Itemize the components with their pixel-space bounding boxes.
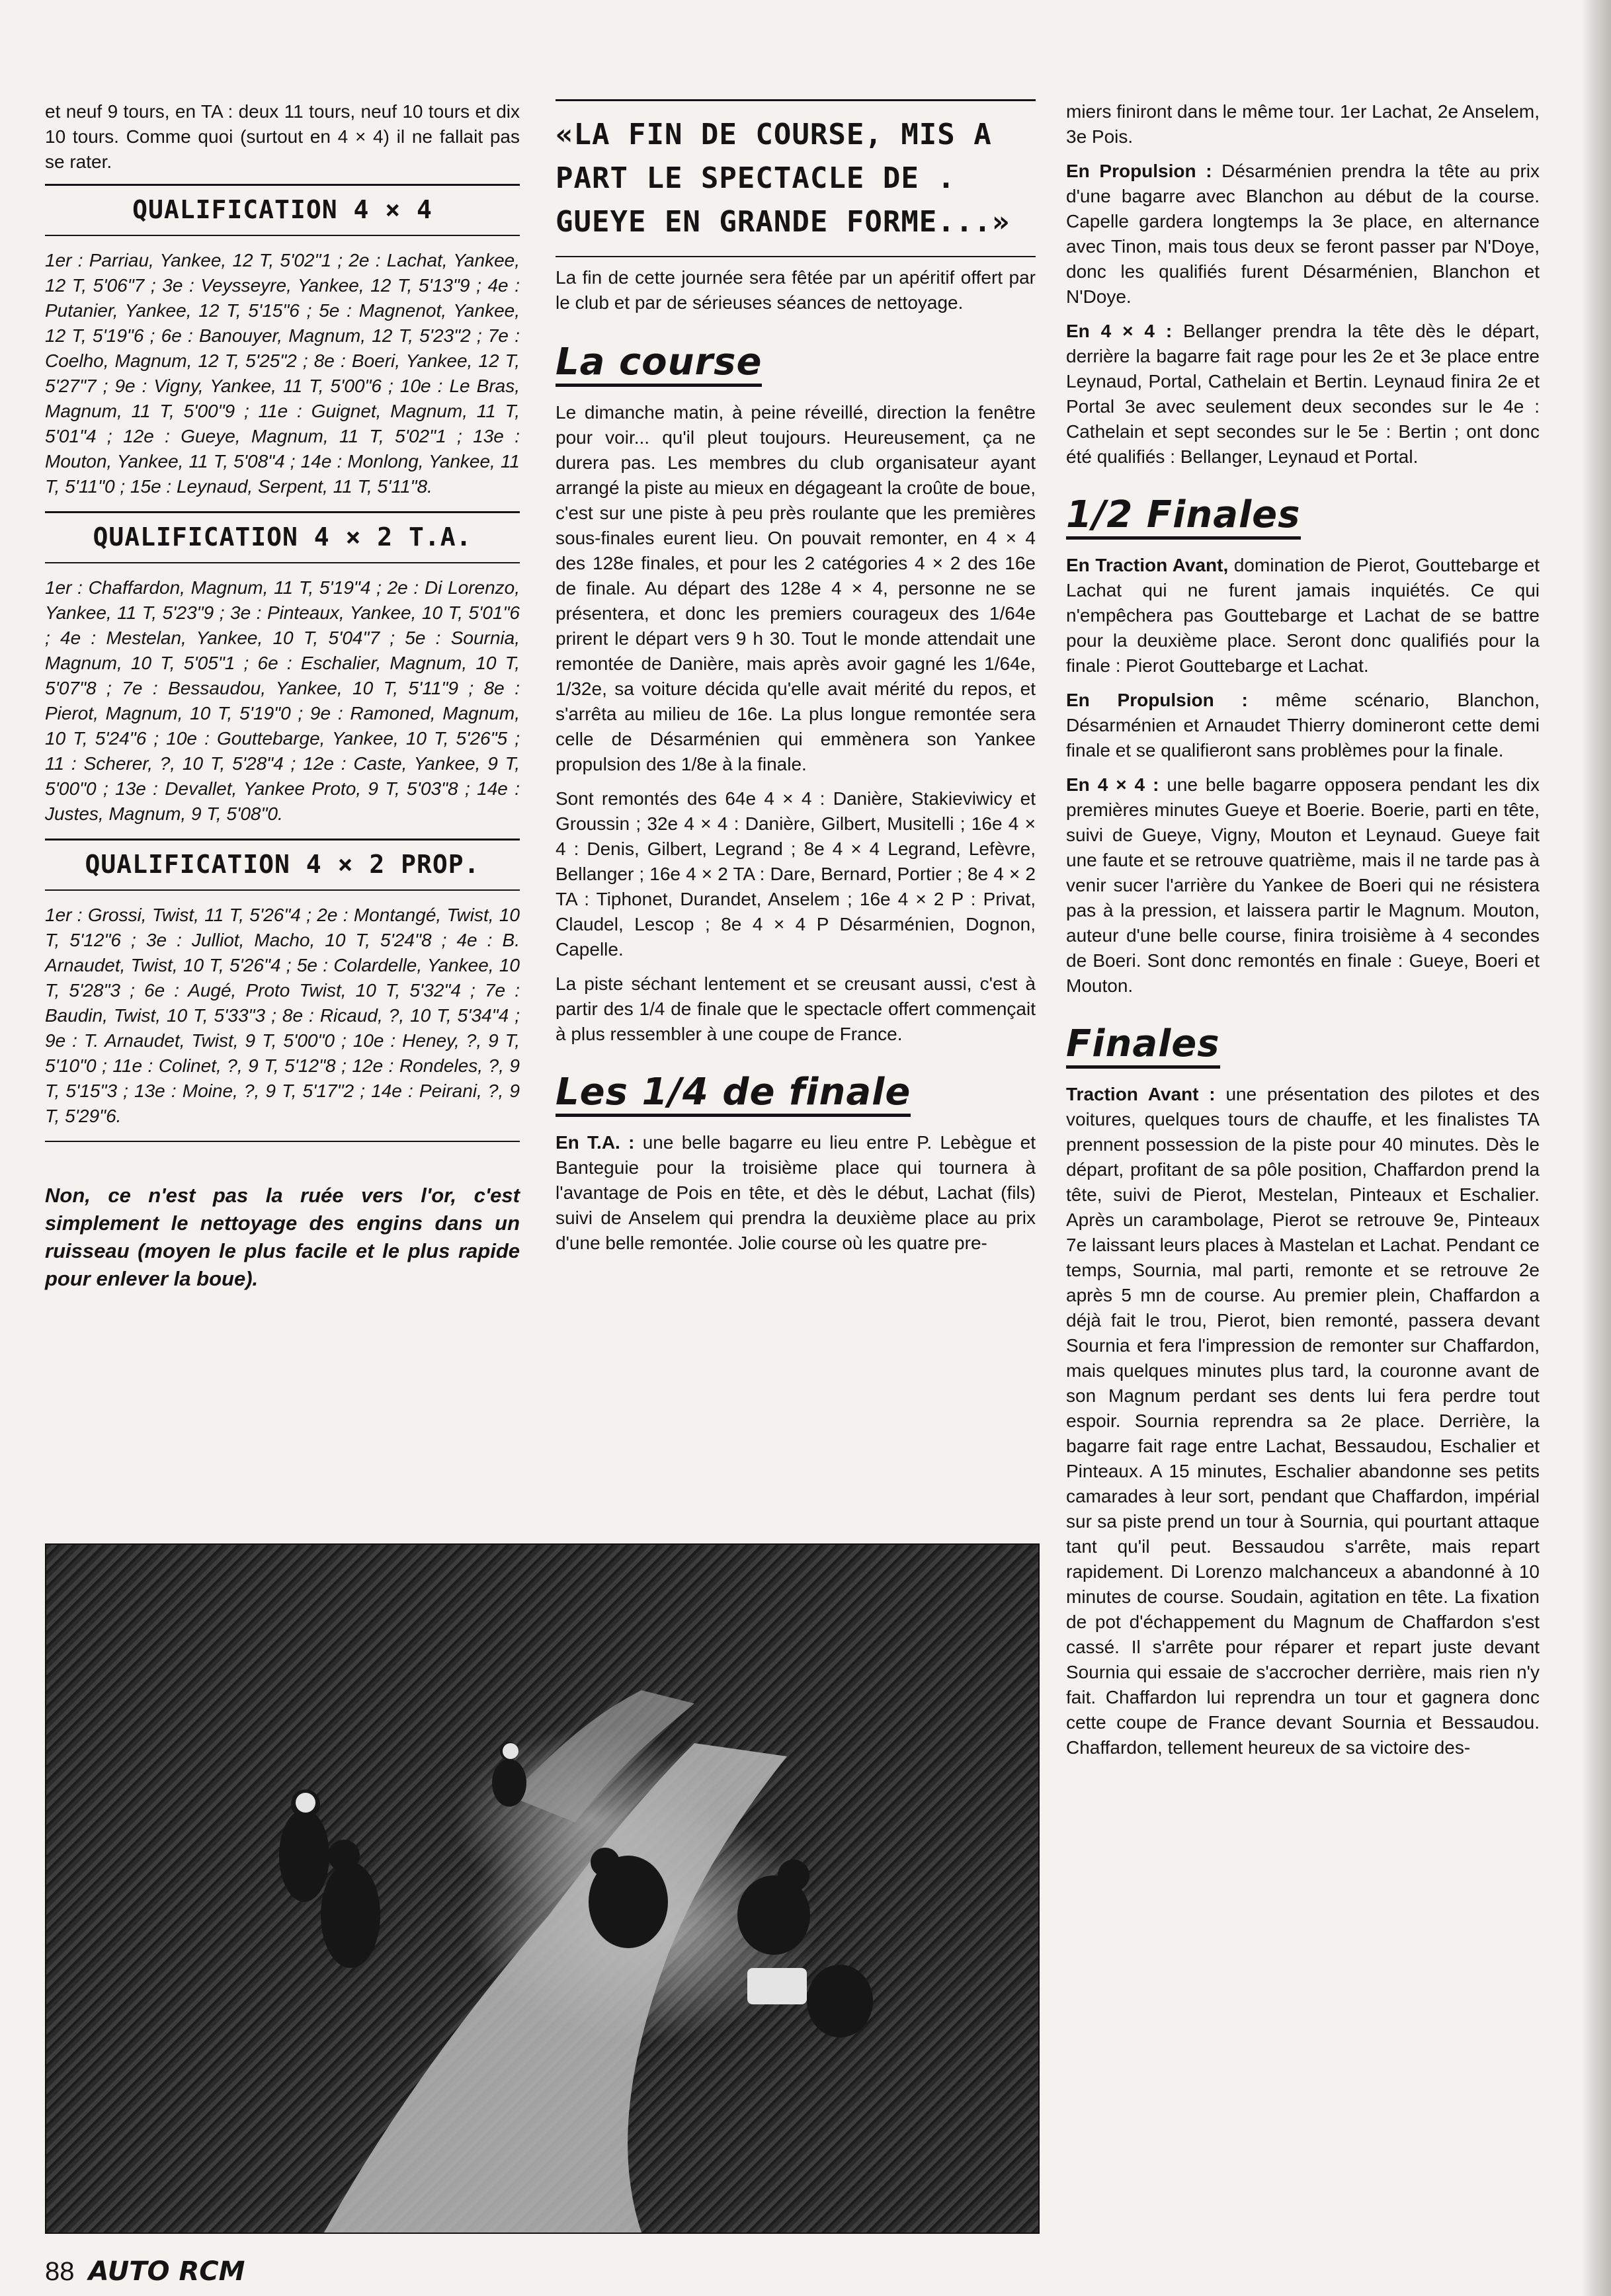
heading-la-course: La course [556, 341, 762, 387]
demi-prop-paragraph [1066, 688, 1540, 763]
pull-quote: «LA FIN DE COURSE, MIS A PART LE SPECTACLE DE . GUEYE EN GRANDE FORME...» [556, 118, 1011, 239]
page-edge-shadow [1582, 0, 1611, 2296]
quarts-ta-paragraph [556, 1130, 1036, 1256]
pull-quote-rule-bottom [556, 256, 1036, 257]
heading-finales: Finales [1066, 1022, 1220, 1069]
pull-quote-rule-top [556, 99, 1036, 101]
demi-4x4-label: En 4 × 4 : [1066, 774, 1159, 795]
page-footer [45, 2256, 245, 2287]
heading-demi-finales: 1/2 Finales [1066, 493, 1301, 540]
quarts-4x4-label: En 4 × 4 : [1066, 321, 1173, 341]
heading-quarts-de-finale: Les 1/4 de finale [556, 1071, 911, 1117]
photo-illustration [46, 1545, 1038, 2233]
finale-ta-paragraph [1066, 1082, 1540, 1760]
demi-4x4-text: une belle bagarre opposera pendant les dix premières minutes Gueye et Boerie. Boerie, parti en tête, suivi de Gueye, Vigny, Mouton et Leynaud. Gueye fait une faute et se retrouve quatrième, mais il ne tarde pas à venir sucer l'arrière du Yankee de Boeri qui ne résistera pas à la pression, et laissera partir le Magnum. Mouton, auteur d'une belle course, finira troisième à 4 secondes de Boeri. Sont donc remontés en finale : Gueye, Boeri et Mouton. [1066, 774, 1540, 996]
demi-prop-label: En Propulsion : [1066, 690, 1248, 710]
intro-paragraph: et neuf 9 tours, en TA : deux 11 tours, neuf 10 tours et dix 10 tours. Comme quoi (surtout en 4 × 4) il ne fallait pas se rater. [45, 101, 520, 172]
quarts-prop-text: Désarménien prendra la tête au prix d'une bagarre avec Blanchon au début de la course. Capelle gardera longtemps la 3e place, en alternance avec Tinon, mais tous deux se feront passer par N'Doye, donc les qualifiés furent Désarménien, Blanchon et N'Doye. [1066, 161, 1540, 307]
course-paragraph-2: Sont remontés des 64e 4 × 4 : Danière, Stakieviwicy et Groussin ; 32e 4 × 4 : Danière, Gilbert, Musitelli ; 16e 4 × 4 : Denis, Gilbert, Legrand ; 8e 4 × 4 Legrand, Lefèvre, Bellanger ; 16e 4 × 2 TA : Dare, Bernard, Portier ; 8e 4 × 2 TA : Tiphonet, Durandet, Anselem ; 16e 4 × 2 P : Privat, Claudel, Lescop ; 8e 4 × 4 P Désarménien, Dognon, Capelle. [556, 788, 1036, 960]
qualification-4x2-ta-results: 1er : Chaffardon, Magnum, 11 T, 5'19"4 ; 2e : Di Lorenzo, Yankee, 11 T, 5'23"9 ; 3e : Pinteaux, Yankee, 10 T, 5'01"6 ; 4e : Mestelan, Yankee, 10 T, 5'04"7 ; 5e : Sournia, Magnum, 10 T, 5'05"1 ; 6e : Eschalier, Magnum, 10 T, 5'07"8 ; 7e : Bessaudou, Yankee, 10 T, 5'11"9 ; 8e : Pierot, Magnum, 10 T, 5'19"0 ; 9e : Ramoned, Magnum, 10 T, 5'24"6 ; 10e : Gouttebarge, Yankee, 10 T, 5'26"5 ; 11 : Scherer, ?, 10 T, 5'28"4 ; 12e : Caste, Yankee, 9 T, 5'00"0 ; 13e : Devallet, Yankee Proto, 9 T, 5'03"8 ; 14e : Justes, Magnum, 9 T, 5'08"0. [45, 577, 520, 824]
finale-ta-text: une présentation des pilotes et des voitures, quelques tours de chauffe, et les finalistes TA prennent possession de la piste pour 40 minutes. Dès le départ, profitant de sa pôle position, Chaffardon prend la tête, suivi de Pierot, Mestelan, Pinteaux et Eschalier. Après un carambolage, Pierot se retrouve 9e, Pinteaux 7e laissant leurs places à Mastelan et Lachat. Pendant ce temps, Sournia, mal parti, remonte et se retrouve 2e après 5 mn de course. Au premier plein, Chaffardon a déjà fait le trou, Pierot, bien remonté, passera devant Sournia et fera l'impression de remonter sur Chaffardon, mais quelques minutes plus tard, la couronne avant de son Magnum perdant ses dents lui fera perdre tout espoir. Sournia reprendra sa 2e place. Derrière, la bagarre fait rage entre Lachat, Bessaudou, Eschalier et Pinteaux. A 15 minutes, Eschalier abandonne ses petits camarades à leur sort, pendant que Chaffardon, impérial sur sa piste prend un tour à Sournia, qui pourtant attaque tant qu'il peut. Bessaudou s'arrête, mais repart rapidement. Di Lorenzo malchanceux a abandonné à 10 minutes de course. Soudain, agitation en tête. La fixation de pot d'échappement du Magnum de Chaffardon s'est cassé. Il s'arrête pour réparer et repart juste devant Sournia qui essaie de s'accrocher derrière, mais rien n'y fait. Chaffardon lui reprendra un tour et gagnera donc cette coupe de France devant Sournia et Bessaudou. Chaffardon, tellement heureux de sa victoire des- [1066, 1084, 1540, 1758]
course-paragraph-3: La piste séchant lentement et se creusant aussi, c'est à partir des 1/4 de finale que le spectacle offert commençait à plus ressembler à une coupe de France. [556, 973, 1036, 1044]
quarts-continued-paragraph: miers finiront dans le même tour. 1er Lachat, 2e Anselem, 3e Pois. [1066, 101, 1540, 147]
quarts-ta-text: une belle bagarre eu lieu entre P. Lebègue et Banteguie pour la troisième place qui tournera à l'avantage de Pois en tête, et dès le début, Lachat (fils) suivi de Anselem qui prendra la deuxième place au prix d'une belle remontée. Jolie course où les quatre pre- [556, 1132, 1036, 1253]
quarts-4x4-text: Bellanger prendra la tête dès le départ, derrière la bagarre fait rage pour les 2e et 3e place entre Leynaud, Portal, Cathelain et Bertin. Leynaud finira 2e et Portal 3e avec seulement deux secondes sur le 4e : Cathelain et sept secondes sur le 5e : Bertin ; ont donc été qualifiés : Bellanger, Leynaud et Portal. [1066, 321, 1540, 467]
stream-cleaning-photo [45, 1543, 1040, 2234]
demi-prop-text: même scénario, Blanchon, Désarménien et Arnaudet Thierry domineront cette demi finale et se qualifieront sans problèmes pour la finale. [1066, 690, 1540, 760]
demi-ta-paragraph [1066, 553, 1540, 678]
intro-paragraph: La fin de cette journée sera fêtée par un apéritif offert par le club et par de sérieuses séances de nettoyage. [556, 267, 1036, 313]
page-number: 88 [45, 2257, 75, 2286]
finale-ta-label: Traction Avant : [1066, 1084, 1216, 1104]
qualification-4x4-title: QUALIFICATION 4 × 4 [45, 186, 520, 236]
column-left [45, 99, 520, 1293]
demi-ta-label: En Traction Avant, [1066, 555, 1229, 575]
qualification-4x4-results: 1er : Parriau, Yankee, 12 T, 5'02"1 ; 2e : Lachat, Yankee, 12 T, 5'06"7 ; 3e : Veysseyre, Yankee, 12 T, 5'13"9 ; 4e : Putanier, Yankee, 12 T, 5'15"6 ; 5e : Magnenot, Yankee, 12 T, 5'19"6 ; 6e : Banouyer, Magnum, 12 T, 5'23"2 ; 7e : Coelho, Magnum, 12 T, 5'25"2 ; 8e : Boeri, Yankee, 12 T, 5'27"7 ; 9e : Vigny, Yankee, 11 T, 5'00"6 ; 10e : Le Bras, Magnum, 11 T, 5'00"9 ; 11e : Guignet, Magnum, 11 T, 5'01"4 ; 12e : Gueye, Magnum, 11 T, 5'02"1 ; 13e : Mouton, Yankee, 11 T, 5'08"4 ; 14e : Monlong, Yankee, 11 T, 5'11"0 ; 15e : Leynaud, Serpent, 11 T, 5'11"8. [45, 250, 520, 497]
qualification-4x2-prop-results: 1er : Grossi, Twist, 11 T, 5'26"4 ; 2e : Montangé, Twist, 10 T, 5'12"6 ; 3e : Julliot, Macho, 10 T, 5'24"8 ; 4e : B. Arnaudet, Twist, 10 T, 5'26"4 ; 5e : Colardelle, Yankee, 10 T, 5'28"3 ; 6e : Augé, Proto Twist, 10 T, 5'32"4 ; 7e : Baudin, Twist, 10 T, 5'33"3 ; 8e : Ricaud, ?, 10 T, 5'34"4 ; 9e : T. Arnaudet, Twist, 9 T, 5'00"0 ; 10e : Heney, ?, 9 T, 5'10"0 ; 11e : Colinet, ?, 9 T, 5'12"8 ; 12e : Rondeles, ?, 9 T, 5'15"3 ; 13e : Moine, ?, 9 T, 5'17"2 ; 14e : Peirani, ?, 9 T, 5'29"6. [45, 905, 520, 1126]
course-paragraph-1: Le dimanche matin, à peine réveillé, direction la fenêtre pour voir... qu'il pleut toujours. Heureusement, ça ne durera pas. Les membres du club organisateur ayant arrangé la piste au mieux en dégageant la croûte de boue, c'est sur une piste à peu près roulante que les premières sous-finales eurent lieu. On pouvait remonter, en 4 × 4 des 128e finales, et pour les 2 catégories 4 × 2 des 16e de finale. Au départ des 128e 4 × 4, personne ne se présentera, et donc les premiers courageux des 1/64e prirent le départ vers 9 h 30. Tout le monde attendait une remontée de Danière, mais après avoir gagné les 1/64e, 1/32e, sa voiture décida qu'elle avait mérité du repos, et s'arrêta au milieu de 16e. La plus longue remontée sera celle de Désarménien qui emmènera son Yankee propulsion des 1/8e à la finale. [556, 402, 1036, 774]
section-divider [45, 1141, 520, 1142]
quarts-prop-label: En Propulsion : [1066, 161, 1212, 181]
magazine-name: AUTO RCM [88, 2256, 245, 2287]
quarts-prop-paragraph [1066, 159, 1540, 309]
column-right [1066, 99, 1540, 1770]
quarts-ta-label: En T.A. : [556, 1132, 635, 1153]
demi-ta-text: domination de Pierot, Gouttebarge et Lachat qui ne furent jamais inquiétés. Ce qui n'empêchera pas Gouttebarge et Lachat de se battre pour la deuxième place. Seront donc qualifiés pour la finale : Pierot Gouttebarge et Lachat. [1066, 555, 1540, 676]
qualification-4x2-prop-title: QUALIFICATION 4 × 2 PROP. [45, 840, 520, 891]
photo-caption: Non, ce n'est pas la ruée vers l'or, c'est simplement le nettoyage des engins dans un ruisseau (moyen le plus facile et le plus rapide pour enlever la boue). [45, 1184, 520, 1290]
demi-4x4-paragraph [1066, 772, 1540, 999]
quarts-4x4-paragraph [1066, 319, 1540, 470]
column-middle [556, 99, 1036, 1265]
qualification-4x2-ta-title: QUALIFICATION 4 × 2 T.A. [45, 513, 520, 563]
